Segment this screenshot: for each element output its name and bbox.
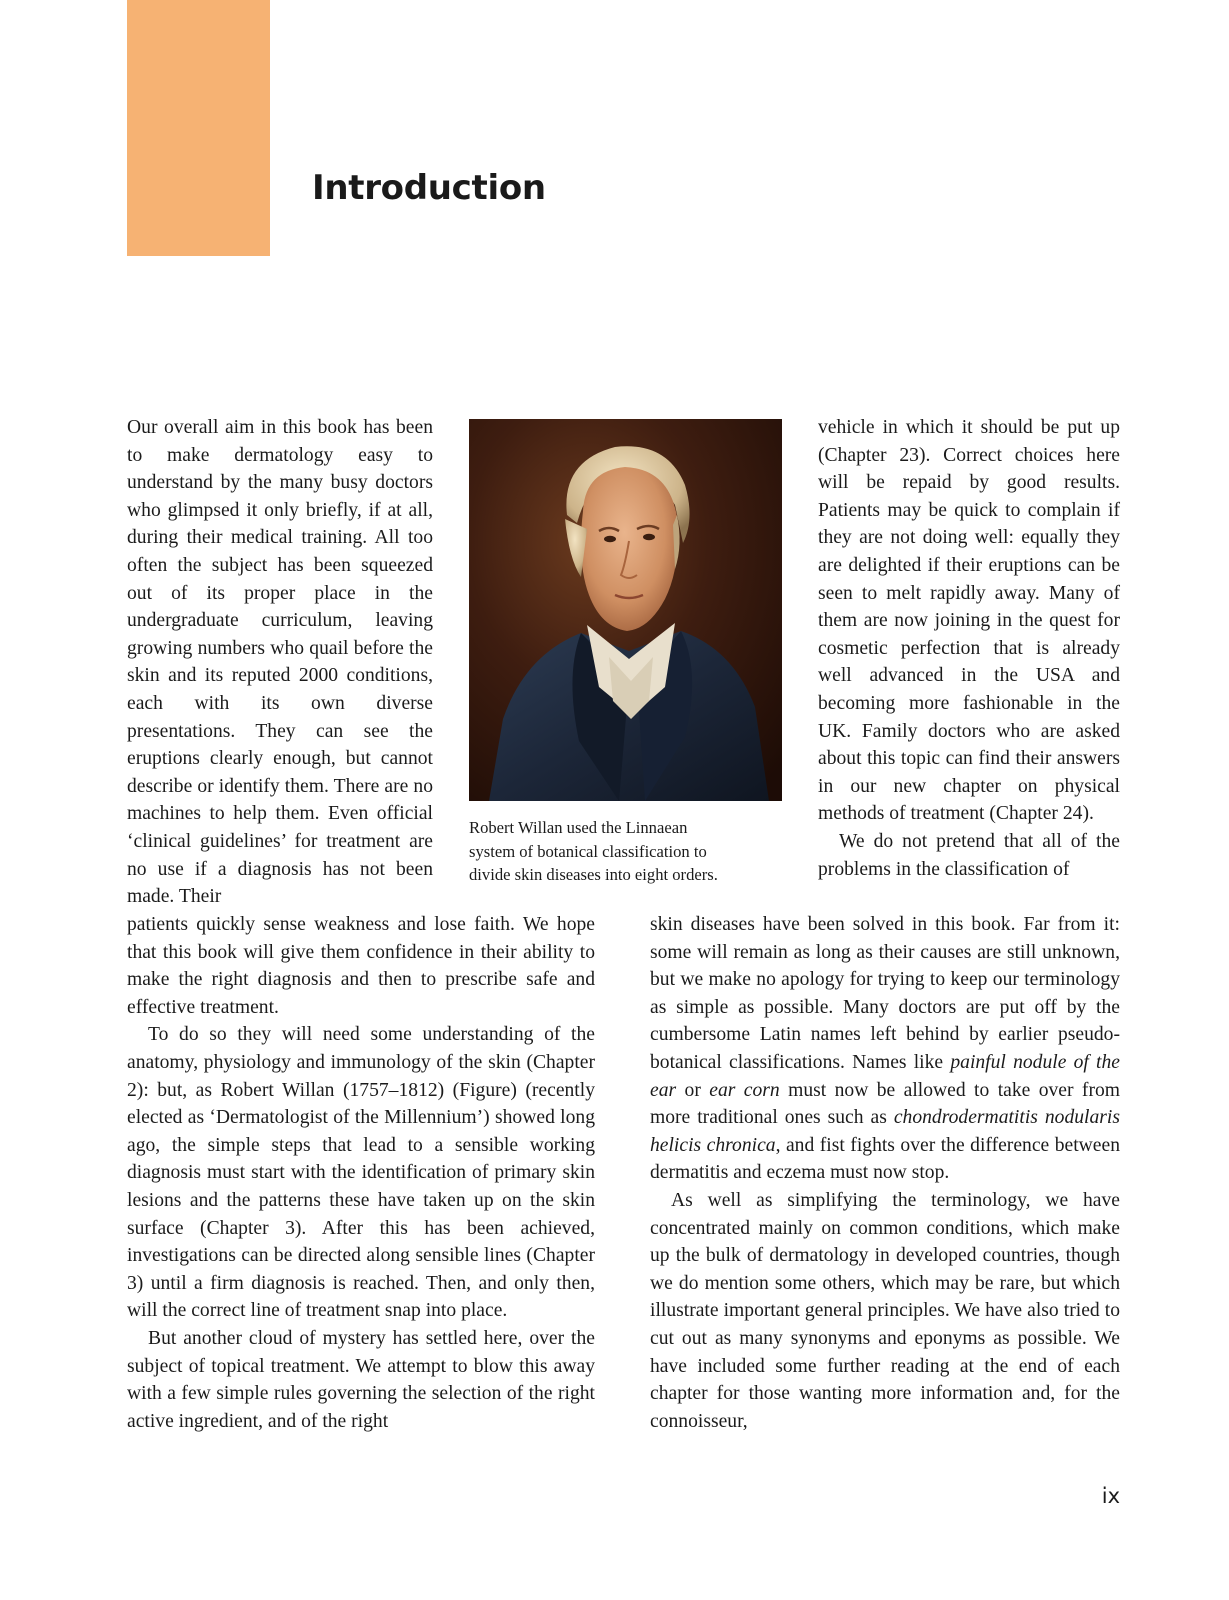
text-run: or	[684, 1079, 701, 1101]
text-column-left-top	[127, 414, 433, 911]
italic-term: painful nodule of the ear	[650, 1051, 1120, 1101]
text-column-right-bottom	[650, 911, 1120, 1435]
figure	[469, 419, 782, 887]
italic-term: ear corn	[709, 1079, 780, 1101]
text-column-left-bottom	[127, 911, 595, 1435]
paragraph: But another cloud of mystery has settled here, over the subject of topical treatment. We attempt to blow this away with a few simple rules governing the selection of the right active ingredient, and of the right	[127, 1327, 595, 1432]
caption-line: system of botanical classification to	[469, 841, 707, 861]
paragraph: Our overall aim in this book has been to make dermatology easy to understand by the many busy doctors who glimpsed it only briefly, if at all, during their medical training. All too often the subject has been squeezed out of its proper place in the undergraduate curriculum, leaving growing numbers who quail before the skin and its reputed 2000 conditions, each with its own diverse presentations. They can see the eruptions clearly enough, but cannot describe or identify them. There are no machines to help them. Even official ‘clinical guidelines’ for treatment are no use if a diagnosis has not been made. Their	[127, 417, 433, 908]
paragraph	[650, 911, 1120, 1187]
text-run: must now be allowed to take over from more traditional ones such as	[650, 1079, 1121, 1129]
caption-line: divide skin diseases into eight orders.	[469, 865, 718, 885]
paragraph: We do not pretend that all of the problems in the classification of	[818, 830, 1120, 880]
text-run: , and fist fights over the difference between dermatitis and eczema must now stop.	[650, 1134, 1120, 1184]
page-number: ix	[1101, 1484, 1120, 1508]
paragraph: To do so they will need some understanding of the anatomy, physiology and immunology of the skin (Chapter 2): but, as Robert Willan (1757–1812) (Figure) (recently elected as ‘Dermatologist of the Millennium’) showed long ago, the simple steps that lead to a sensible working diagnosis must start with the identification of primary skin lesions and the patterns these have taken up on the skin surface (Chapter 3). After this has been achieved, investigations can be directed along sensible lines (Chapter 3) until a firm diagnosis is reached. Then, and only then, will the correct line of treatment snap into place.	[127, 1024, 595, 1322]
text-run: skin diseases have been solved in this book. Far from it: some will remain as long as their causes are still unknown, but we make no apology for trying to keep our terminology as simple as possible. Many doctors are put off by the cumbersome Latin names left behind by earlier pseudo-botanical classifications. Names like	[650, 914, 1120, 1073]
portrait-image	[469, 419, 782, 801]
chapter-accent-block	[127, 0, 270, 256]
paragraph: patients quickly sense weakness and lose faith. We hope that this book will give them confidence in their ability to make the right diagnosis and then to prescribe safe and effective treatment.	[127, 914, 595, 1018]
italic-term: chondrodermatitis nodularis helicis chronica	[650, 1107, 1120, 1156]
caption-line: Robert Willan used the Linnaean	[469, 818, 688, 837]
text-column-right-top	[818, 414, 1120, 883]
figure-caption	[469, 816, 782, 887]
chapter-title: Introduction	[312, 168, 546, 208]
paragraph: As well as simplifying the terminology, we have concentrated mainly on common conditions, which make up the bulk of dermatology in developed countries, though we do mention some others, which may be rare, but which illustrate important general principles. We have also tried to cut out as many synonyms and eponyms as possible. We have included some further reading at the end of each chapter for those wanting more information and, for the connoisseur,	[650, 1189, 1120, 1432]
paragraph: vehicle in which it should be put up (Chapter 23). Correct choices here will be repaid by good results. Patients may be quick to complain if they are not doing well: equally they are delighted if their eruptions can be seen to melt rapidly away. Many of them are now joining in the quest for cosmetic perfection that is already well advanced in the USA and becoming more fashionable in the UK. Family doctors who are asked about this topic can find their answers in our new chapter on physical methods of treatment (Chapter 24).	[818, 417, 1120, 825]
